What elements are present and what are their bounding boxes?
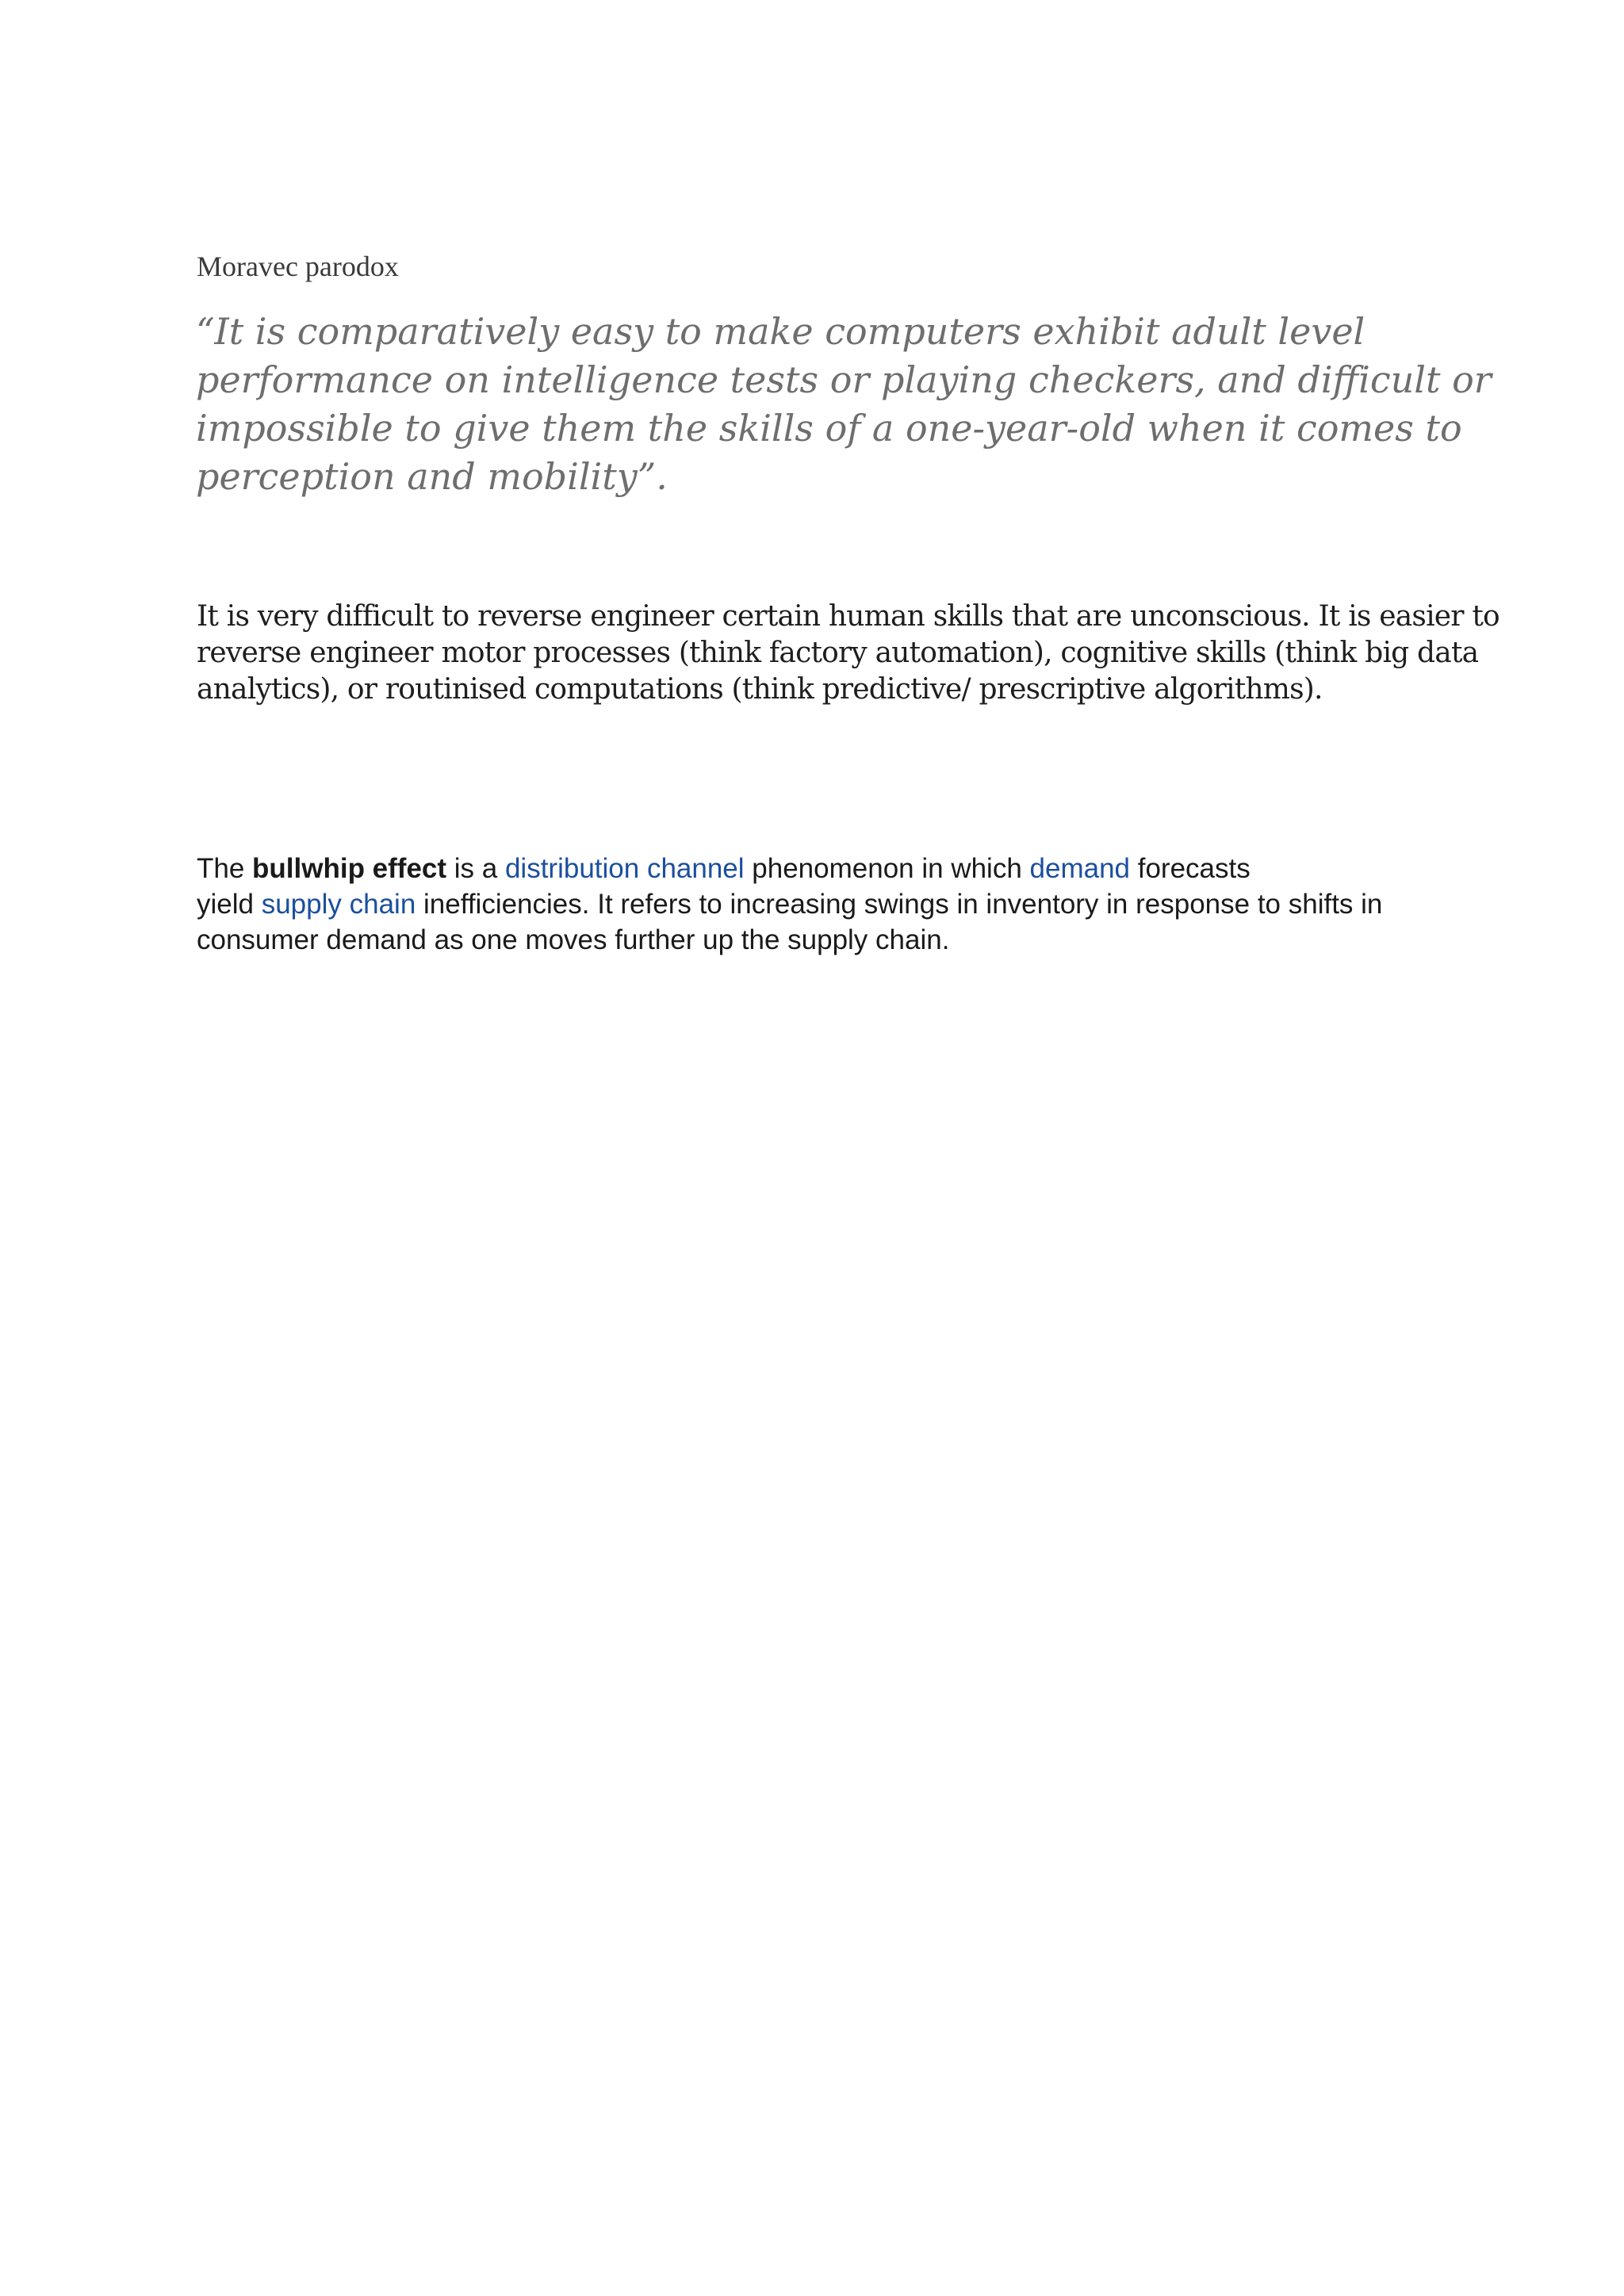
reverse-engineering-paragraph xyxy=(197,599,1500,708)
quote-line: performance on intelligence tests or playing checkers, and difficult or xyxy=(196,358,1492,401)
text-run: is a xyxy=(446,853,505,884)
paragraph-line xyxy=(197,851,1465,886)
quote-line: perception and mobility”. xyxy=(196,455,668,498)
text-run: phenomenon in which xyxy=(744,853,1030,884)
paragraph-line: analytics), or routinised computations (think predictive/ prescriptive algorithms). xyxy=(197,673,1323,706)
paragraph-line: reverse engineer motor processes (think factory automation), cognitive skills (think big data xyxy=(197,637,1479,669)
distribution-channel-link[interactable]: distribution channel xyxy=(504,853,745,884)
text-run: inefficiencies. It refers to increasing swings in inventory in response to shifts in xyxy=(416,889,1383,920)
paragraph-line: It is very difficult to reverse engineer certain human skills that are unconscious. It is easier to xyxy=(197,600,1500,633)
section-heading: Moravec parodox xyxy=(197,251,399,282)
bullwhip-term: bullwhip effect xyxy=(252,853,447,884)
text-run: The xyxy=(197,853,253,884)
demand-link[interactable]: demand xyxy=(1029,853,1131,884)
paragraph-line: consumer demand as one moves further up the supply chain. xyxy=(197,924,950,955)
paragraph-line xyxy=(197,886,1465,922)
text-run: yield xyxy=(197,889,262,920)
moravec-quote xyxy=(196,308,1492,501)
quote-line: “It is comparatively easy to make computers exhibit adult level xyxy=(196,310,1365,353)
supply-chain-link[interactable]: supply chain xyxy=(261,889,416,920)
text-run: forecasts xyxy=(1130,853,1251,884)
quote-line: impossible to give them the skills of a one-year-old when it comes to xyxy=(196,407,1462,450)
bullwhip-paragraph xyxy=(197,851,1465,958)
